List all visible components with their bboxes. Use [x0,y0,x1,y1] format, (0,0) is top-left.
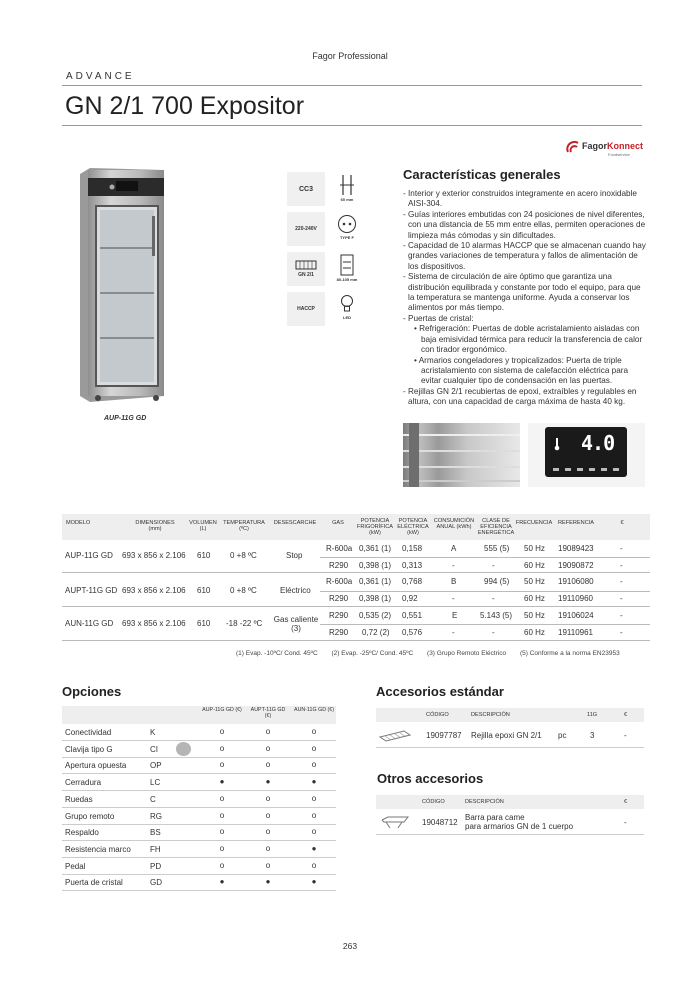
cell-clase: 555 (5) [484,544,510,553]
option-code: RG [150,811,162,821]
cell-ref: 19089423 [558,544,594,553]
option-row [62,774,336,791]
option-code: FH [150,844,161,854]
option-row [62,757,336,774]
cell-pf: 0,361 (1) [359,544,392,553]
features-list [403,189,648,408]
accessory-qty: 3 [590,731,595,740]
display-value: 4.0 [581,431,615,455]
option-availability: o [219,810,225,820]
cell-cons: - [452,594,455,603]
cc3-icon: CC3 [287,172,325,206]
temperature-display [545,427,627,477]
brand-header: Fagor Professional [312,51,388,61]
feature-subitem: • Refrigeración: Puertas de doble acristalamiento aisladas con baja emisividad térmica para reducir la transferencia de calor con tirador ergonómico. [414,324,643,355]
option-code: PD [150,861,162,871]
cell-ref: 19090872 [558,561,594,570]
plug-g-icon [176,742,191,756]
model-name: AUP-11G GD [65,551,113,560]
cell-price: - [620,628,623,637]
other-accessories-title: Otros accesorios [377,771,484,786]
option-availability: ● [311,877,317,887]
option-row [62,724,336,741]
option-label: Conectividad [65,728,112,737]
cell-gas: R-600a [326,577,353,586]
konnect-tagline: Foodservice [608,152,630,157]
col-consumo: CONSUMICIÓN ANUAL (kWh) [433,518,475,531]
cell-gas: R290 [329,561,349,570]
option-row [62,841,336,858]
feature-item: - Sistema de circulación de aire óptimo que garantiza una distribución equilibrada y constante por todo el equipo, para que la temperatura se mantenga uniforme. Ayuda a conservar los alimentos por más tiempo. [403,272,641,313]
cell-pe: 0,768 [402,577,423,586]
cell-pe: 0,576 [402,628,423,637]
option-label: Puerta de cristal [65,878,123,888]
haccp-icon: HACCP [287,292,325,326]
option-availability: ● [219,777,225,787]
model-temp: -18 -22 ºC [226,619,263,628]
cell-freq: 50 Hz [524,611,545,620]
col-referencia: REFERENCIA [557,520,595,526]
cell-pe: 0,313 [402,561,423,570]
option-availability: ● [311,843,317,853]
feature-item: - Puertas de cristal: [403,313,474,323]
cell-cons: - [452,628,455,637]
control-panel-photo [528,423,645,487]
accessory-price: - [624,818,627,827]
col-precio: € [624,799,628,805]
voltage-icon: 220-240V [287,212,325,246]
cell-price: - [620,561,623,570]
option-availability: o [219,793,225,803]
cell-clase: 5.143 (5) [480,611,513,620]
option-row [62,874,336,891]
feature-item: - Guías interiores embutidas con 24 posiciones de nivel diferentes, con una distancia de 55 mm entre ellas, permiten operaciones de limpieza más cómodas y sin dificultades. [403,209,646,240]
col-codigo: CÓDIGO [422,799,445,805]
option-availability: o [311,743,317,753]
option-availability: o [311,860,317,870]
col-descripcion: DESCRIPCIÓN [465,799,504,805]
option-label: Resistencia marco [65,844,131,854]
col-modelo: MODELO [66,520,91,526]
model-temp: 0 +8 ºC [230,551,257,560]
model-vol: 610 [197,586,211,595]
accessories-header [376,708,644,722]
option-availability: ● [265,777,271,787]
model-dim: 693 x 856 x 2.106 [122,551,186,560]
option-row [62,824,336,841]
accessory-code: 19048712 [422,818,458,827]
fagor-konnect-logo [566,138,656,160]
cell-cons: E [452,611,458,620]
plug-type-icon: TYPE F [334,214,360,240]
cell-freq: 50 Hz [524,577,545,586]
option-availability: o [265,743,271,753]
accessories-title: Accesorios estándar [376,684,504,699]
footnote: (3) Grupo Remoto Eléctrico [427,650,507,657]
divider [62,125,642,126]
page-title: GN 2/1 700 Expositor [65,92,305,120]
cell-ref: 19110961 [558,628,593,637]
spec-table-header [62,514,650,540]
option-label: Clavija tipo G [65,744,113,754]
option-code: CI [150,744,158,754]
cell-gas: R290 [329,594,349,603]
col-frecuencia: FRECUENCIA [515,520,553,526]
accessory-desc: Barra para came [465,813,525,822]
option-availability: o [219,727,225,736]
footnote: (1) Evap. -10ºC/ Cond. 45ºC [236,650,318,657]
option-label: Ruedas [65,794,93,804]
option-availability: o [265,760,271,770]
cell-price: - [620,577,623,586]
option-code: OP [150,761,162,771]
option-code: LC [150,778,161,788]
cell-freq: 60 Hz [524,594,545,603]
col-potencia-electrica: POTENCIA ELÉCTRICA (kW) [397,518,429,537]
option-availability: o [219,743,225,753]
options-title: Opciones [62,684,122,699]
option-availability: o [311,760,317,770]
options-header [62,706,336,724]
category-label: ADVANCE [66,71,135,82]
col-volumen: VOLUMEN (L) [189,520,217,533]
col-precio: € [624,712,628,718]
options-col: AUP-11G GD (€) [202,707,242,713]
model-name: AUPT-11G GD [65,586,118,595]
option-code: BS [150,828,161,838]
model-temp: 0 +8 ºC [230,586,257,595]
option-availability: o [219,760,225,770]
shelf-grid-icon [378,727,412,743]
cell-freq: 60 Hz [524,628,545,637]
option-label: Respaldo [65,828,99,838]
feature-item: - Interior y exterior construidos integramente en acero inoxidable AISI-304. [403,189,637,209]
led-icon: LED [334,294,360,320]
model-defrost: Stop [286,551,303,560]
accessory-desc: para armarios GN de 1 cuerpo [465,822,574,831]
option-availability: o [311,827,317,837]
control-buttons-icon [551,467,623,473]
shelf-range-icon: 80-105 mm [334,254,360,282]
option-availability: ● [311,777,317,787]
product-image [78,168,166,404]
option-availability: ● [219,877,225,887]
option-availability: ● [265,877,271,887]
model-vol: 610 [197,551,211,560]
other-accessories-header [376,795,644,809]
cell-ref: 19106080 [558,577,594,586]
divider [62,85,642,86]
cell-clase: - [492,628,495,637]
col-dimensiones: DIMENSIONES (mm) [135,520,175,533]
model-vol: 610 [197,619,211,628]
col-gas: GAS [332,520,344,526]
spec-footnotes [236,650,632,657]
model-defrost: Eléctrico [280,586,311,595]
col-descripcion: DESCRIPCIÓN [471,712,510,718]
shelf-photo [403,423,520,487]
page-number: 263 [342,941,358,951]
option-availability: o [311,727,317,736]
option-availability: o [311,793,317,803]
col-potencia-frigorifica: POTENCIA FRIGORÍFICA (kW) [356,518,394,537]
model-defrost: Gas caliente (3) [273,615,319,633]
option-availability: o [265,810,271,820]
option-availability: o [219,860,225,870]
option-availability: o [265,843,271,853]
accessory-code: 19097787 [426,731,462,740]
option-code: GD [150,878,162,888]
option-label: Pedal [65,861,86,871]
cell-pe: 0,551 [402,611,423,620]
cell-freq: 50 Hz [524,544,545,553]
option-availability: o [219,827,225,837]
options-col: AUPT-11G GD (€) [250,707,286,719]
accessory-row [376,722,644,748]
option-availability: o [219,843,225,853]
option-code: K [150,728,156,737]
cell-clase: - [492,561,495,570]
option-row [62,741,336,758]
cell-price: - [620,594,623,603]
thermometer-icon [551,437,563,451]
option-label: Apertura opuesta [65,761,127,771]
cell-pf: 0,72 (2) [362,628,390,637]
konnect-mark-icon [566,140,580,154]
model-dim: 693 x 856 x 2.106 [122,619,186,628]
col-clase: CLASE DE EFICIENCIA ENERGÉTICA [477,518,515,537]
gn-grid-icon: GN 2/1 [287,252,325,286]
options-col: AUN-11G GD (€) [294,707,334,713]
footnote: (2) Evap. -25ºC/ Cond. 45ºC [331,650,414,657]
konnect-wordmark: FagorKonnect [582,141,644,151]
cell-pf: 0,398 (1) [359,561,392,570]
option-code: C [150,794,156,804]
cell-gas: R290 [329,611,349,620]
footnote: (5) Conforme a la norma EN23953 [519,650,620,657]
feature-item: - Capacidad de 10 alarmas HACCP que se almacenan cuando hay grandes variaciones de temperatura y fallos de alimentación de los dispositivos. [403,241,646,271]
col-codigo: CÓDIGO [426,712,449,718]
cell-price: - [620,611,623,620]
col-qty: 11G [587,712,598,718]
option-availability: o [265,793,271,803]
other-accessory-row [376,809,644,835]
cell-cons: A [451,544,457,553]
cell-price: - [620,544,623,553]
cell-clase: 994 (5) [484,577,510,586]
option-label: Grupo remoto [65,811,115,821]
cell-pe: 0,92 [402,594,418,603]
product-caption: AUP-11G GD [104,415,147,422]
model-dim: 693 x 856 x 2.106 [122,586,186,595]
meat-bar-icon [380,814,410,830]
shelf-spacing-icon: 60 mm [340,197,354,202]
cell-cons: - [452,561,455,570]
cell-pf: 0,398 (1) [359,594,392,603]
feature-subitem: • Armarios congeladores y tropicalizados: Puerta de triple acristalamiento con sistema de calefacción eléctrica para evitar cualquier tipo de condensación en las puertas. [414,355,629,386]
option-row [62,858,336,875]
option-availability: o [265,727,271,736]
option-availability: o [265,827,271,837]
cell-cons: B [451,577,457,586]
col-desescarche: DESESCARCHE [273,520,317,526]
cell-pf: 0,361 (1) [359,577,392,586]
cell-freq: 60 Hz [524,561,545,570]
model-name: AUN-11G GD [65,619,114,628]
cell-ref: 19106024 [558,611,594,620]
option-row [62,808,336,825]
option-label: Cerradura [65,778,102,788]
cell-clase: - [492,594,495,603]
col-precio: € [620,520,624,526]
features-title: Características generales [403,167,561,182]
cell-pe: 0,158 [402,544,423,553]
feature-item: - Rejillas GN 2/1 recubiertas de epoxi, extraíbles y regulables en altura, con una capacidad de carga máxima de hasta 40 kg. [403,386,637,407]
cell-gas: R-600a [326,544,353,553]
option-availability: o [311,810,317,820]
cell-pf: 0,535 (2) [359,611,392,620]
accessory-price: - [624,731,627,740]
col-temperatura: TEMPERATURA (ºC) [223,520,265,533]
accessory-unit: pc [558,731,567,740]
accessory-desc: Rejilla epoxi GN 2/1 [471,731,542,740]
option-availability: o [265,860,271,870]
cell-gas: R290 [329,628,349,637]
option-row [62,791,336,808]
cell-ref: 19110960 [558,594,593,603]
